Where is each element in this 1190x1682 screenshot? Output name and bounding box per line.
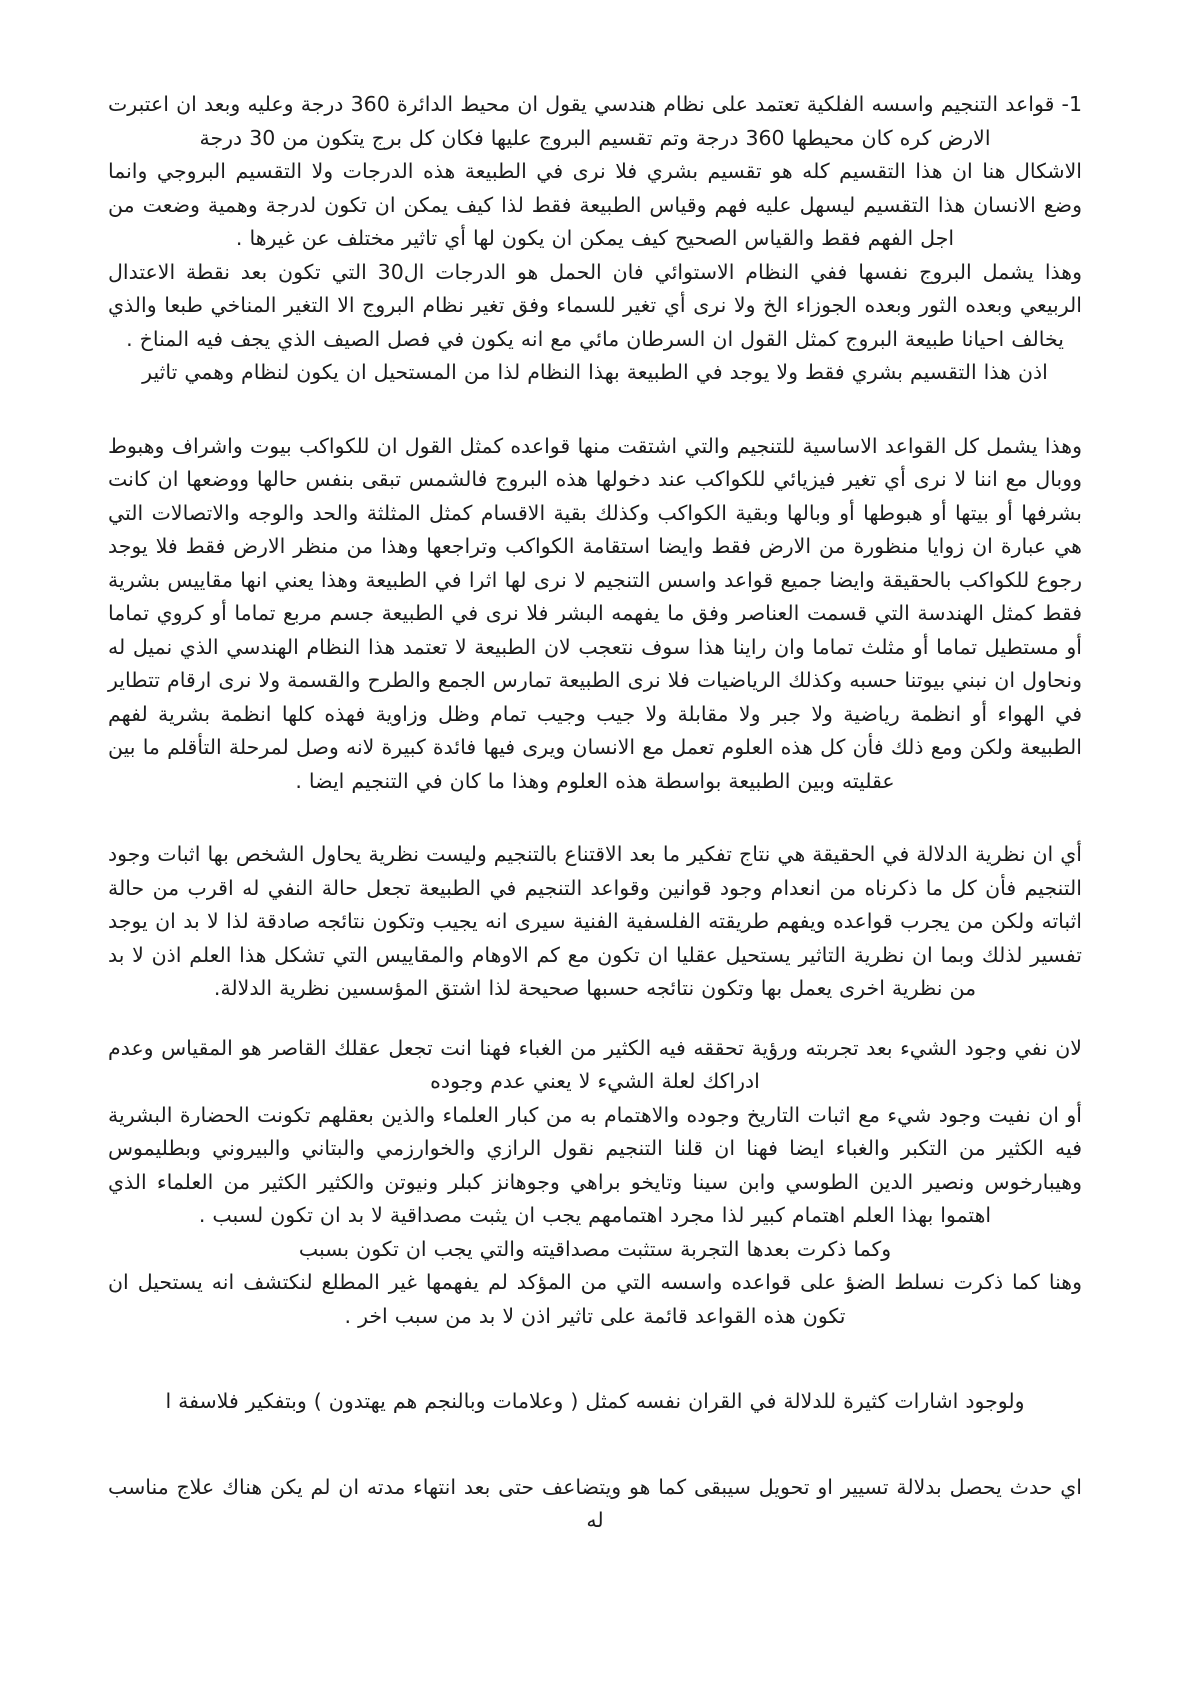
paragraph-2: الاشكال هنا ان هذا التقسيم كله هو تقسيم بشري فلا نرى في الطبيعة هذه الدرجات ولا التقسيم البروجي وانما وضع الانسان هذا التقسيم ليسهل عليه فهم وقياس الطبيعة فقط لذا كيف يمكن ان تكون لدرجة وهمية وضعت من اجل الفهم فقط والقياس الصحيح كيف يمكن ان يكون لها أي تاثير مختلف عن غيرها . [108, 159, 1082, 250]
paragraph-3: وهذا يشمل البروج نفسها ففي النظام الاستوائي فان الحمل هو الدرجات ال30 التي تكون بعد نقطة الاعتدال الربيعي وبعده الثور وبعده الجوزاء الخ ولا نرى أي تغير للسماء وفق تغير نظام البروج الا التغير المناخي طبعا والذي يخالف احيانا طبيعة البروج كمثل القول ان السرطان مائي مع انه يكون في فصل الصيف الذي يجف فيه المناخ . [108, 259, 1082, 351]
spacer [108, 1419, 1082, 1471]
paragraph-1: 1- قواعد التنجيم واسسه الفلكية تعتمد على نظام هندسي يقول ان محيط الدائرة 360 درجة وعليه وبعد ان اعتبرت الارض كره كان محيطها 360 درجة وتم تقسيم البروج عليها فكان كل برج يتكون من 30 درجة [108, 92, 1082, 150]
spacer [108, 390, 1082, 430]
paragraph-7: لان نفي وجود الشيء بعد تجربته ورؤية تحققه فيه الكثير من الغباء فهنا انت تجعل عقلك القاصر هو المقياس وعدم ادراكك لعلة الشيء لا يعني عدم وجوده [108, 1035, 1082, 1093]
paragraph-4: اذن هذا التقسيم بشري فقط ولا يوجد في الطبيعة بهذا النظام لذا من المستحيل ان يكون لنظام وهمي تاثير [142, 360, 1048, 384]
paragraph-6: أي ان نظرية الدلالة في الحقيقة هي نتاج تفكير ما بعد الاقتناع بالتنجيم وليست نظرية يحاول الشخص بها اثبات وجود التنجيم فأن كل ما ذكرناه من انعدام وجود قوانين وقواعد التنجيم في الطبيعة تجعل حالة النفي له اقرب من حالة اثباته ولكن من يجرب قواعده ويفهم طريقته الفلسفية الفنية سيرى انه يجيب وتكون نتائجه صادقة لذا لا بد ان يوجد تفسير لذلك وبما ان نظرية التاثير يستحيل عقليا ان تكون مع كم الاوهام والمقاييس التي تشكل هذا العلم اذن لا بد من نظرية اخرى يعمل بها وتكون نتائجه حسبها صحيحة لذا اشتق المؤسسين نظرية الدلالة. [107, 842, 1082, 1000]
paragraph-10: وهنا كما ذكرت نسلط الضؤ على قواعده واسسه التي من المؤكد لم يفهمها غير المطلع لنكتشف انه يستحيل ان تكون هذه القواعد قائمة على تاثير اذن لا بد من سبب اخر . [108, 1270, 1082, 1328]
paragraph-9: وكما ذكرت بعدها التجربة ستثبت مصداقيته والتي يجب ان تكون بسبب [298, 1236, 892, 1261]
paragraph-8: أو ان نفيت وجود شيء مع اثبات التاريخ وجوده والاهتمام به من كبار العلماء والذين بعقلهم تكونت الحضارة البشرية فيه الكثير من التكبر والغباء ايضا فهنا ان قلنا التنجيم نقول الرازي والخوارزمي والبتاني والبيروني وبطليموس وهيبارخوس ونصير الدين الطوسي وابن سينا وتايخو براهي وجوهانز كبلر ونيوتن والكثير الكثير من العلماء الذي اهتموا بهذا العلم اهتمام كبير لذا مجرد اهتمامهم يجب ان يثبت مصداقية لا بد ان تكون لسبب . [108, 1102, 1082, 1227]
paragraph-11: ولوجود اشارات كثيرة للدلالة في القران نفسه كمثل ( وعلامات وبالنجم هم يهتدون ) وبتفكير فلاسفة ا [165, 1389, 1025, 1413]
paragraph-12: اي حدث يحصل بدلالة تسيير او تحويل سيبقى كما هو ويتضاعف حتى بعد انتهاء مدته ان لم يكن هناك علاج مناسب له [108, 1474, 1082, 1532]
spacer [108, 798, 1082, 838]
paragraph-5: وهذا يشمل كل القواعد الاساسية للتنجيم والتي اشتقت منها قواعده كمثل القول ان للكواكب بيوت واشراف وهبوط ووبال مع اننا لا نرى أي تغير فيزيائي للكواكب عند دخولها هذه البروج فالشمس تبقى بنفس حالها ووضعها ان كانت بشرفها أو بيتها أو هبوطها أو وبالها وبقية الكواكب وكذلك بقية الاقسام كمثل المثلثة والحد والوجه والاتصالات التي هي عبارة ان زوايا منظورة من الارض فقط وايضا استقامة الكواكب وتراجعها وهذا من منظر الارض فقط فلا يوجد رجوع للكواكب بالحقيقة وايضا جميع قواعد واسس التنجيم لا نرى لها اثرا في الطبيعة وهذا يعني انها مقاييس بشرية فقط كمثل الهندسة التي قسمت العناصر وفق ما يفهمه البشر فلا نرى في الطبيعة جسم مربع تماما أو كروي تماما أو مستطيل تماما أو مثلث تماما وان راينا هذا سوف نتعجب لان الطبيعة لا تعتمد هذا النظام الهندسي الذي نميل له ونحاول ان نبني بيوتنا حسبه وكذلك الرياضيات فلا نرى الطبيعة تمارس الجمع والطرح والقسمة ولا نرى ارقام تتطاير في الهواء أو انظمة رياضية ولا جبر ولا مقابلة ولا جيب وجيب تمام وظل وزاوية فهذه كلها انظمة بشرية لفهم الطبيعة ولكن ومع ذلك فأن كل هذه العلوم تعمل مع الانسان ويرى فيها فائدة كبيرة لانه وصل لمرحلة التأقلم ما بين عقليته وبين الطبيعة بواسطة هذه العلوم وهذا ما كان في التنجيم ايضا . [108, 433, 1082, 793]
spacer [108, 1006, 1082, 1032]
spacer [108, 1333, 1082, 1385]
document-body [108, 88, 1082, 1538]
